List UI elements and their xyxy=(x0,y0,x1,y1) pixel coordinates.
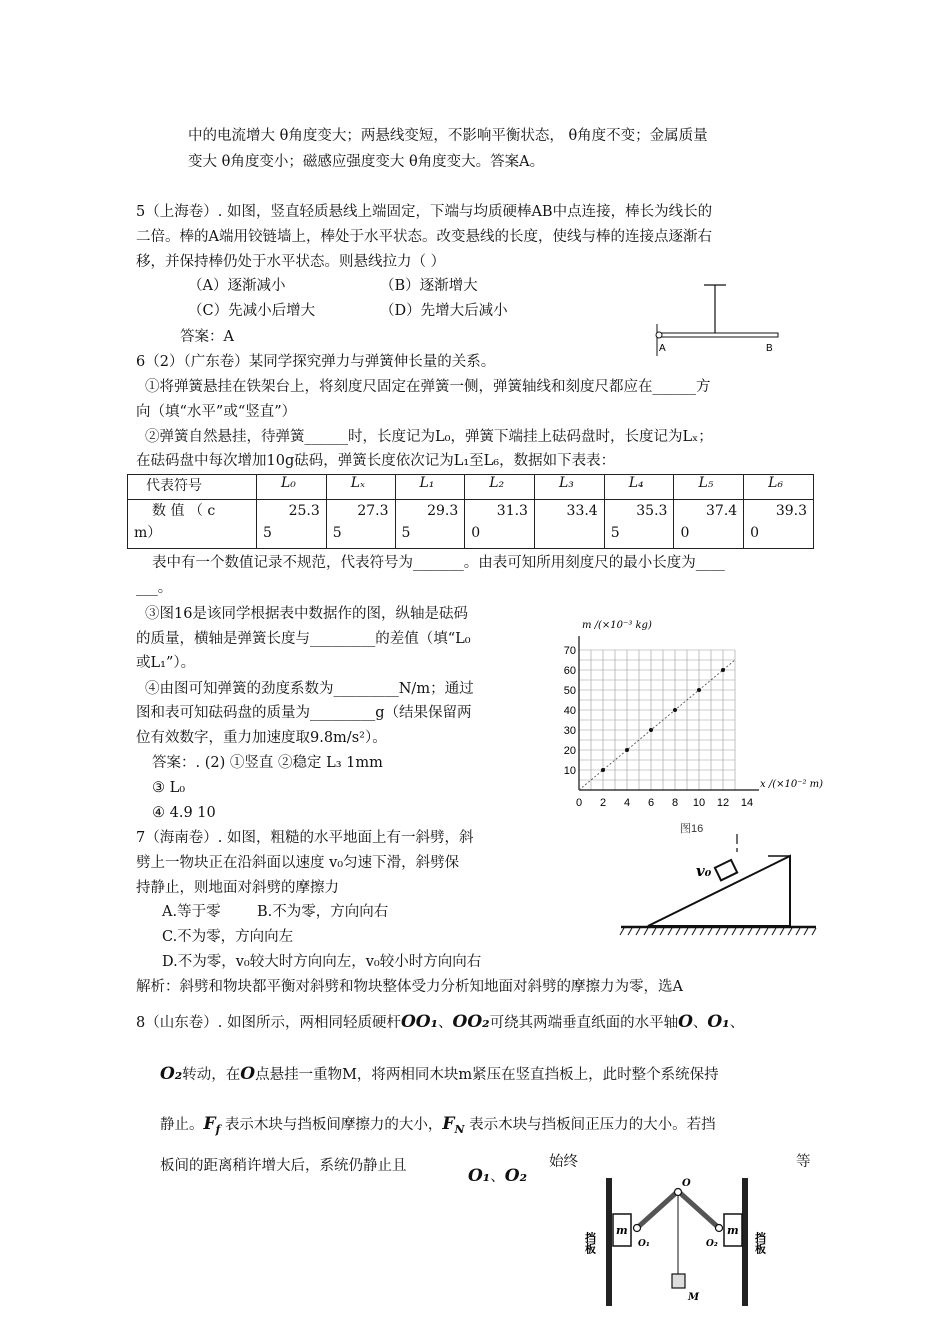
data-point xyxy=(601,768,605,772)
chart-x-label: x /(×10⁻² m) xyxy=(760,779,824,790)
y-tick-label: 60 xyxy=(563,665,576,677)
table-header-cell: Lₓ xyxy=(326,475,395,500)
label-o1: O₁ xyxy=(638,1239,650,1249)
q7-option-d: D.不为零，v₀较大时方向向左，v₀较小时方向向右 xyxy=(162,954,482,970)
q5-option-d: （D）先增大后减小 xyxy=(380,303,508,319)
table-cell: 25.3 5 xyxy=(257,500,327,549)
x-tick-label: 8 xyxy=(671,797,679,809)
q6-answer-line1: 答案：. (2) ①竖直 ②稳定 L₃ 1mm xyxy=(152,755,383,771)
q8-line4-tail: 等 xyxy=(796,1154,811,1170)
prev-answer-line1: 中的电流增大 θ角度变大；两悬线变短，不影响平衡状态， θ角度不变；金属质量 xyxy=(188,128,708,144)
axis-o1-icon xyxy=(634,1225,641,1232)
q6-step2-line2: 在砝码盘中每次增加10g砝码，弹簧长度依次记为L₁至L₆，数据如下表表： xyxy=(136,453,616,469)
left-board xyxy=(606,1178,612,1306)
table-header-cell: L₁ xyxy=(395,475,465,500)
data-point xyxy=(625,748,629,752)
velocity-label: v₀ xyxy=(696,862,712,880)
table-cell: 31.3 0 xyxy=(465,500,535,549)
q7-option-a: A.等于零 xyxy=(162,904,221,920)
q6-step4-line2: 图和表可知砝码盘的质量为_________g（结果保留两 xyxy=(136,705,472,721)
x-tick-label: 0 xyxy=(575,797,583,809)
q5-line1: 5（上海卷）. 如图，竖直轻质悬线上端固定，下端与均质硬棒AB中点连接，棒长为线长的 xyxy=(136,204,713,220)
q7-option-b: B.不为零，方向向右 xyxy=(257,904,389,920)
x-tick-label: 10 xyxy=(692,797,706,809)
left-board-label: 挡板 xyxy=(583,1232,597,1254)
q7-wedge-figure xyxy=(618,828,818,940)
table-value-row xyxy=(128,500,814,549)
axis-o2-icon xyxy=(716,1225,723,1232)
hinge-icon xyxy=(656,332,662,338)
table-header-cell: 代表符号 xyxy=(128,475,257,500)
q5-rod-figure xyxy=(648,280,783,356)
y-tick-label: 10 xyxy=(563,765,576,777)
table-cell: 29.3 5 xyxy=(395,500,465,549)
q7-line2: 劈上一物块正在沿斜面以速度 v₀匀速下滑，斜劈保 xyxy=(136,855,460,871)
q6-line1: 6（2）（广东卷）某同学探究弹力与弹簧伸长量的关系。 xyxy=(136,354,496,370)
x-tick-label: 12 xyxy=(716,797,730,809)
figure-caption: 图16 xyxy=(680,823,704,835)
y-tick-label: 40 xyxy=(563,705,576,717)
y-tick-label: 30 xyxy=(563,725,576,737)
chart-y-label: m /(×10⁻³ kg) xyxy=(582,620,652,631)
table-header-row xyxy=(128,475,814,500)
weight-m xyxy=(672,1274,685,1288)
q8-line4: 板间的距离稍许增大后，系统仍静止且 xyxy=(160,1158,407,1174)
table-cell: 39.3 0 xyxy=(744,500,814,549)
label-o2: O₂ xyxy=(706,1239,718,1249)
q8-rods-figure xyxy=(582,1176,782,1308)
chart-axes xyxy=(579,636,759,790)
label-b: B xyxy=(766,343,773,354)
label-o: O xyxy=(682,1178,691,1189)
q6-step4-line1: ④由图可知弹簧的劲度系数为_________N/m；通过 xyxy=(145,681,474,697)
table-header-cell: L₄ xyxy=(604,475,674,500)
q6-step3-line1: ③图16是该同学根据表中数据作的图，纵轴是砝码 xyxy=(145,606,468,622)
x-tick-label: 6 xyxy=(647,797,655,809)
q6-step3-line3: 或L₁”）。 xyxy=(136,655,196,671)
q6-step1-line1: ①将弹簧悬挂在铁架台上，将刻度尺固定在弹簧一侧，弹簧轴线和刻度尺都应在______方 xyxy=(145,379,711,395)
q7-line1: 7（海南卷）. 如图，粗糙的水平地面上有一斜劈，斜 xyxy=(136,830,474,846)
q5-option-c: （C）先减小后增大 xyxy=(188,303,316,319)
q7-analysis: 解析：斜劈和物块都平衡对斜劈和物块整体受力分析知地面对斜劈的摩擦力为零，选A xyxy=(136,979,683,995)
q6-answer-line3: ④ 4.9 10 xyxy=(152,805,216,821)
y-tick-label: 20 xyxy=(563,745,576,757)
label-a: A xyxy=(659,343,666,354)
q6-answer-line2: ③ L₀ xyxy=(152,780,186,796)
q6-step4-line3: 位有效数字，重力加速度取9.8m/s²）。 xyxy=(136,730,387,746)
x-tick-label: 4 xyxy=(623,797,631,809)
q7-option-c: C.不为零，方向向左 xyxy=(162,929,294,945)
table-header-cell: L₅ xyxy=(674,475,744,500)
data-point xyxy=(697,688,701,692)
table-cell: 33.4 xyxy=(534,500,604,549)
x-tick-label: 14 xyxy=(740,797,754,809)
q5-line3: 移，并保持棒仍处于水平状态。则悬线拉力（ ） xyxy=(136,254,446,270)
table-header-cell: L₆ xyxy=(744,475,814,500)
left-block-label: m xyxy=(616,1224,628,1237)
right-board xyxy=(742,1178,748,1306)
q8-line2: O₂转动，在O点悬挂一重物M，将两相同木块m紧压在竖直挡板上，此时整个系统保持 xyxy=(160,1064,719,1084)
label-weight: M xyxy=(688,1292,700,1303)
table-cell: 37.4 0 xyxy=(674,500,744,549)
data-point xyxy=(721,668,725,672)
table-row-label: 数 值 （ c m） xyxy=(128,500,257,549)
table-cell: 35.3 5 xyxy=(604,500,674,549)
q6-step3-line2: 的质量，横轴是弹簧长度与_________的差值（填“L₀ xyxy=(136,631,471,647)
chart-series xyxy=(579,660,735,790)
q8-line4-symbols: O₁、O₂ xyxy=(468,1166,528,1186)
q8-line1: 8（山东卷）. 如图所示，两相同轻质硬杆OO₁、OO₂可绕其两端垂直纸面的水平轴O、O₁、 xyxy=(136,1012,745,1032)
spring-chart xyxy=(560,610,850,835)
data-table xyxy=(127,474,814,549)
q6-step2b-line2: ___。 xyxy=(136,580,173,596)
q6-step2-line1: ②弹簧自然悬挂，待弹簧______时，长度记为L₀，弹簧下端挂上砝码盘时，长度记为Lₓ； xyxy=(145,429,713,445)
data-point xyxy=(649,728,653,732)
right-block-label: m xyxy=(727,1224,739,1237)
right-board-label: 挡板 xyxy=(753,1232,767,1254)
rod-oo2 xyxy=(679,1192,719,1228)
y-tick-label: 70 xyxy=(563,645,576,657)
q6-step1-line2: 向（填“水平”或“竖直”） xyxy=(136,404,297,420)
y-tick-label: 50 xyxy=(563,685,576,697)
block xyxy=(715,860,737,880)
table-header-cell: L₃ xyxy=(534,475,604,500)
rod-oo1 xyxy=(637,1192,677,1228)
prev-answer-line2: 变大 θ角度变小；磁感应强度变大 θ角度变大。答案A。 xyxy=(188,154,545,170)
q5-option-a: （A）逐渐减小 xyxy=(188,278,286,294)
q7-line3: 持静止，则地面对斜劈的摩擦力 xyxy=(136,880,339,896)
q5-line2: 二倍。棒的A端用铰链墙上，棒处于水平状态。改变悬线的长度，使线与棒的连接点逐渐右 xyxy=(136,229,712,245)
rod-ab xyxy=(660,333,778,337)
q5-answer: 答案：A xyxy=(180,329,234,345)
q8-line4-end: 始终 xyxy=(549,1154,578,1170)
data-point xyxy=(673,708,677,712)
table-header-cell: L₀ xyxy=(257,475,327,500)
q6-step2b-line1: 表中有一个数值记录不规范，代表符号为_______。由表可知所用刻度尺的最小长度为____ xyxy=(152,555,725,571)
q8-line3: 静止。$F_f$ 表示木块与挡板间摩擦力的大小，$F_N$ 表示木块与挡板间正压力的大小。若挡 xyxy=(160,1114,716,1136)
axis-o-icon xyxy=(675,1189,682,1196)
x-tick-label: 2 xyxy=(599,797,607,809)
table-cell: 27.3 5 xyxy=(326,500,395,549)
q5-option-b: （B）逐渐增大 xyxy=(380,278,478,294)
table-header-cell: L₂ xyxy=(465,475,535,500)
